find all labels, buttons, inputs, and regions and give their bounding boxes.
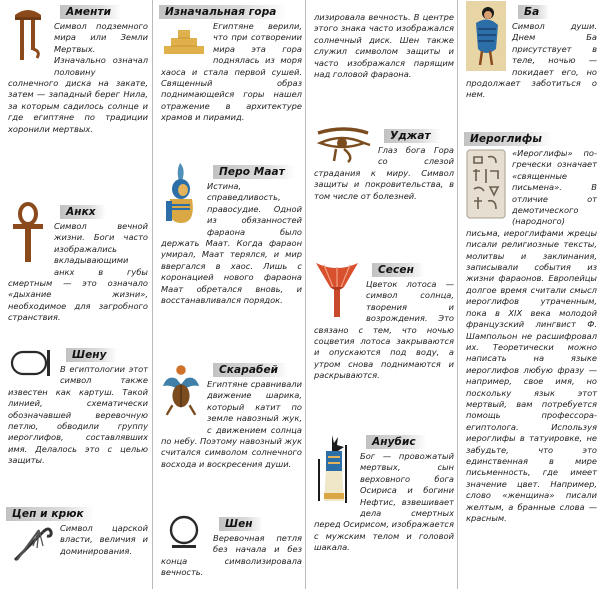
- hieroglyph-tablet-icon: [466, 149, 506, 219]
- column-2: [152, 0, 306, 589]
- cartouche-icon: [8, 344, 54, 384]
- section-ba: [458, 0, 600, 101]
- column-3: [305, 0, 458, 589]
- section-shenu: [0, 343, 152, 467]
- section-ament: [0, 0, 152, 135]
- section-text: Египтяне верили, что при сотворении мира эта гора поднялась из моря хаоса и стала первой сушей. Священный образ поднимающейся горы нашел отражение в архитектуре храмов и пирамид.: [161, 21, 302, 123]
- section-title: Перо Маат: [213, 165, 295, 179]
- section-mountain: [153, 0, 306, 124]
- section-title: Изначальная гора: [159, 5, 287, 19]
- section-scarab: [153, 358, 306, 470]
- lotus-icon: [314, 259, 360, 319]
- crook-and-flail-icon: [8, 524, 54, 564]
- section-title: Сесен: [372, 263, 424, 277]
- section-text: Символ вечной жизни. Боги часто изображались вкладывающими анкх в губы смертным — это означало «дыхание жизни», необходимое для загробного странствия.: [8, 221, 148, 323]
- section-ankh: [0, 200, 152, 324]
- ankh-icon: [8, 201, 48, 265]
- section-title: Анубис: [366, 435, 426, 449]
- anubis-icon: [314, 431, 354, 507]
- stepped-mountain-icon: [161, 22, 207, 62]
- section-text: Бог — провожатый мертвых, сын верховного бога Осириса и богини Нефтис, взвешивает дела смертных перед Осирисом, изображается с мужским телом и головой шакала.: [314, 451, 454, 553]
- section-title: Шену: [66, 348, 117, 362]
- section-maat: [153, 160, 306, 306]
- eye-of-horus-icon: [314, 125, 372, 165]
- section-text: «Иероглифы» по-гречески означает «священные письмена». В отличие от демотического (народного) письма, иероглифами жрецы писали религиозные тексты, молитвы и заклинания, записывали события из жизни фараонов. Европейцы долгое время считали смысл иероглифов утраченным, пока в XIX века молодой французский лингвист Ф. Шампольон не расшифровал их. Теоретически можно написать на языке иероглифов любую фразу — например, свое имя, но поскольку язык этот мертвый, вам потребуется помощь профессора-египтолога. Используя иероглифы в татуировке, не забудьте, что это единственная в мире письменность, где имеет значение цвет. Например, слово «женщина» писали желтым, а бранные слова — красным.: [466, 148, 597, 523]
- maat-feather-icon: [161, 161, 201, 225]
- shen-ring-icon: [161, 513, 207, 553]
- section-title: Шен: [219, 517, 263, 531]
- scarab-icon: [161, 359, 201, 423]
- ba-bird-icon: [466, 1, 506, 71]
- section-title: Анкх: [60, 205, 106, 219]
- section-hieroglyphs: [458, 127, 600, 524]
- section-sesen: [306, 258, 458, 382]
- section-text: Истина, справедливость, правосудие. Одной из обязанностей фараона было держать Маат. Когда фараон умирал, Маат терялся, и мир ввергался в хаос. Лишь с коронацией нового фараона Маат обретался вновь, и восстанавливался порядок.: [161, 181, 302, 306]
- section-udjat: [306, 124, 458, 202]
- section-text: Цветок лотоса — символ солнца, творения и возрождения. Это связано с тем, что ночью соцветия лотоса закрываются и опускаются под воду, а утром снова поднимаются и раскрываются.: [314, 279, 454, 381]
- section-title: Цеп и крюк: [6, 507, 94, 521]
- section-text: Символ царской власти, величия и доминирования.: [60, 523, 148, 556]
- section-text: В египтологии этот символ также известен как картуш. Такой линией, схематически обозначавшей веревочную петлю, обводили группу иероглифов, составлявших имя. Делалось это с целью защиты.: [8, 364, 148, 466]
- section-text: лизировала вечность. В центре этого знака часто изображался солнечный диск. Шен также служил символом защиты и часто изображался парящим над головой фараона.: [314, 12, 454, 80]
- section-text: Символ подземного мира или Земли Мертвых. Изначально означал половину солнечного диска на закате, затем — западный берег Нила, за которым садилось солнце и где египтяне по традиции хоронили мертвых.: [8, 21, 148, 134]
- section-text: Символ души. Днем Ба присутствует в теле, ночью — покидает его, но продолжает заботиться о нем.: [466, 21, 597, 100]
- section-shen: [153, 512, 306, 579]
- section-text: Веревочная петля без начала и без конца символизировала вечность.: [161, 533, 302, 578]
- section-text: Египтяне сравнивали движение шарика, который катит по земле навозный жук, с движением солнца по небу. Поэтому навозный жук считался символом солнечного восхода и воскресения души.: [161, 379, 302, 469]
- column-4: [457, 0, 600, 589]
- section-crook-flail: [0, 502, 152, 566]
- section-title: Скарабей: [213, 363, 288, 377]
- section-title: Ба: [518, 5, 549, 19]
- section-title: Аменти: [60, 5, 121, 19]
- section-text: Глаз бога Гора со слезой страдания к миру. Символ защиты и покровительства, в том числе от болезней.: [314, 145, 454, 201]
- section-title: Уджат: [384, 129, 441, 143]
- section-anubis: [306, 430, 458, 554]
- column-1: [0, 0, 152, 589]
- ament-standard-icon: [8, 1, 48, 65]
- section-shen-continued: [306, 12, 458, 80]
- section-title: Иероглифы: [464, 132, 552, 146]
